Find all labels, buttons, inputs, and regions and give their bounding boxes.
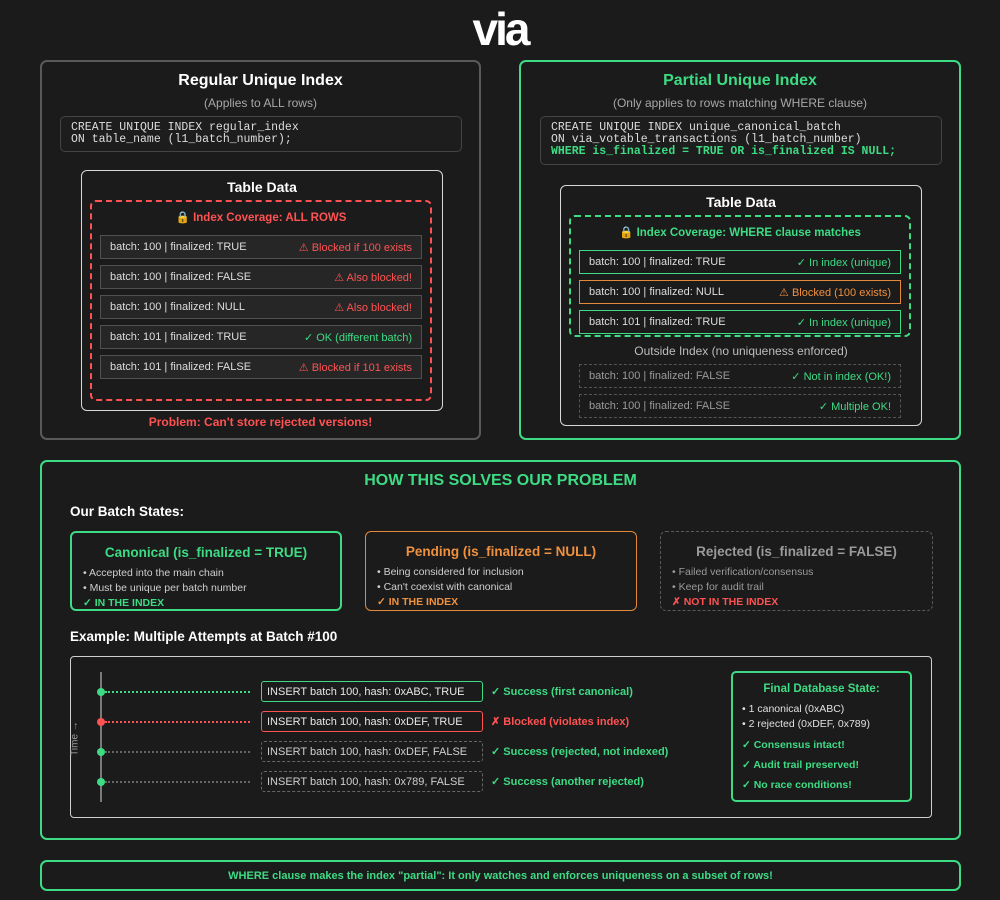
table-title: Table Data	[706, 194, 776, 210]
state-title: Rejected (is_finalized = FALSE)	[696, 544, 897, 559]
row-label: batch: 100 | finalized: FALSE	[589, 370, 731, 382]
final-check: ✓ Audit trail preserved!	[742, 759, 859, 771]
code-line: ON via_votable_transactions (l1_batch_number)	[551, 133, 862, 146]
row-label: batch: 100 | finalized: NULL	[589, 286, 724, 298]
row-status: ⚠ Blocked if 101 exists	[298, 361, 412, 374]
state-line: • Can't coexist with canonical	[377, 581, 513, 593]
code-line: CREATE UNIQUE INDEX regular_index	[71, 121, 299, 134]
solution-title: HOW THIS SOLVES OUR PROBLEM	[364, 472, 637, 489]
table-row	[100, 355, 422, 379]
row-label: batch: 100 | finalized: FALSE	[589, 400, 731, 412]
row-label: batch: 101 | finalized: TRUE	[589, 316, 726, 328]
via-logo: via	[472, 3, 528, 55]
code-where-line: WHERE is_finalized = TRUE OR is_finalized IS NULL;	[551, 145, 897, 158]
timeline-dot	[97, 778, 105, 786]
partial-index-subtitle: (Only applies to rows matching WHERE clause)	[612, 96, 868, 110]
row-label: batch: 100 | finalized: FALSE	[110, 271, 252, 283]
row-label: batch: 101 | finalized: TRUE	[110, 331, 247, 343]
state-line: • Failed verification/consensus	[672, 566, 814, 578]
batch-states-heading: Our Batch States:	[70, 504, 185, 519]
footer-note: WHERE clause makes the index "partial": It only watches and enforces uniqueness on a subset of rows!	[228, 870, 773, 882]
final-state-box	[731, 671, 912, 802]
insert-result: ✓ Success (rejected, not indexed)	[491, 746, 669, 758]
table-row	[579, 364, 901, 388]
insert-result: ✓ Success (another rejected)	[491, 776, 644, 788]
regular-index-panel	[40, 60, 481, 440]
state-line: • Must be unique per batch number	[83, 582, 247, 594]
partial-coverage-box	[569, 215, 911, 337]
coverage-title: 🔒 Index Coverage: ALL ROWS	[175, 212, 347, 224]
regular-index-code	[60, 116, 462, 152]
table-row	[100, 265, 422, 289]
insert-result: ✓ Success (first canonical)	[491, 686, 633, 698]
row-status: ✓ Not in index (OK!)	[791, 370, 891, 383]
state-footer: ✓ IN THE INDEX	[377, 596, 459, 608]
state-card-rejected	[660, 531, 933, 611]
regular-coverage-box	[90, 200, 432, 401]
timeline-connector	[105, 691, 250, 693]
partial-index-code	[540, 116, 942, 165]
solution-panel	[40, 460, 961, 840]
final-state-line: • 2 rejected (0xDEF, 0x789)	[742, 718, 870, 730]
timeline-dot	[97, 748, 105, 756]
coverage-title: 🔒 Index Coverage: WHERE clause matches	[619, 227, 861, 239]
row-status: ⚠ Also blocked!	[334, 271, 412, 284]
state-line: • Keep for audit trail	[672, 581, 764, 593]
row-status: ⚠ Also blocked!	[334, 301, 412, 314]
row-status: ✓ Multiple OK!	[818, 400, 891, 413]
insert-step: INSERT batch 100, hash: 0x789, FALSE	[261, 771, 483, 792]
example-heading: Example: Multiple Attempts at Batch #100	[70, 629, 338, 644]
row-status: ✓ OK (different batch)	[303, 331, 412, 344]
final-check: ✓ Consensus intact!	[742, 739, 845, 751]
partial-index-panel	[519, 60, 961, 440]
regular-problem-text: Problem: Can't store rejected versions!	[148, 415, 373, 429]
timeline-dot	[97, 718, 105, 726]
final-check: ✓ No race conditions!	[742, 779, 852, 791]
state-footer: ✗ NOT IN THE INDEX	[672, 596, 779, 608]
partial-table-box	[560, 185, 922, 426]
table-row	[579, 310, 901, 334]
row-label: batch: 100 | finalized: NULL	[110, 301, 245, 313]
row-label: batch: 100 | finalized: TRUE	[110, 241, 247, 253]
state-card-pending	[365, 531, 637, 611]
table-row	[100, 295, 422, 319]
timeline-box	[70, 656, 932, 818]
code-line: CREATE UNIQUE INDEX unique_canonical_batch	[551, 121, 841, 134]
table-row	[579, 394, 901, 418]
final-state-title: Final Database State:	[763, 683, 880, 695]
insert-step: INSERT batch 100, hash: 0xDEF, FALSE	[261, 741, 483, 762]
insert-step: INSERT batch 100, hash: 0xABC, TRUE	[261, 681, 483, 702]
timeline-connector	[105, 781, 250, 783]
timeline-dot	[97, 688, 105, 696]
row-label: batch: 101 | finalized: FALSE	[110, 361, 252, 373]
outside-index-label: Outside Index (no uniqueness enforced)	[634, 344, 848, 358]
timeline-connector	[105, 751, 250, 753]
table-row	[100, 235, 422, 259]
table-row	[100, 325, 422, 349]
state-card-canonical	[70, 531, 342, 611]
state-line: • Being considered for inclusion	[377, 566, 524, 578]
state-line: • Accepted into the main chain	[83, 567, 224, 579]
code-line: ON table_name (l1_batch_number);	[71, 133, 292, 146]
table-row	[579, 280, 901, 304]
regular-index-subtitle: (Applies to ALL rows)	[204, 96, 317, 110]
regular-table-box	[81, 170, 443, 411]
regular-index-title: Regular Unique Index	[178, 72, 343, 89]
table-title: Table Data	[227, 179, 297, 195]
row-status: ✓ In index (unique)	[796, 256, 891, 269]
final-state-line: • 1 canonical (0xABC)	[742, 703, 845, 715]
table-row	[579, 250, 901, 274]
state-footer: ✓ IN THE INDEX	[83, 597, 165, 609]
timeline-connector	[105, 721, 250, 723]
row-status: ✓ In index (unique)	[796, 316, 891, 329]
row-label: batch: 100 | finalized: TRUE	[589, 256, 726, 268]
row-status: ⚠ Blocked if 100 exists	[298, 241, 412, 254]
time-axis-label: Time →	[69, 721, 81, 756]
partial-index-title: Partial Unique Index	[663, 72, 817, 89]
state-title: Canonical (is_finalized = TRUE)	[104, 545, 308, 560]
insert-step: INSERT batch 100, hash: 0xDEF, TRUE	[261, 711, 483, 732]
footer-note-box	[40, 860, 961, 891]
insert-result: ✗ Blocked (violates index)	[491, 716, 630, 728]
state-title: Pending (is_finalized = NULL)	[405, 544, 597, 559]
row-status: ⚠ Blocked (100 exists)	[779, 286, 891, 299]
